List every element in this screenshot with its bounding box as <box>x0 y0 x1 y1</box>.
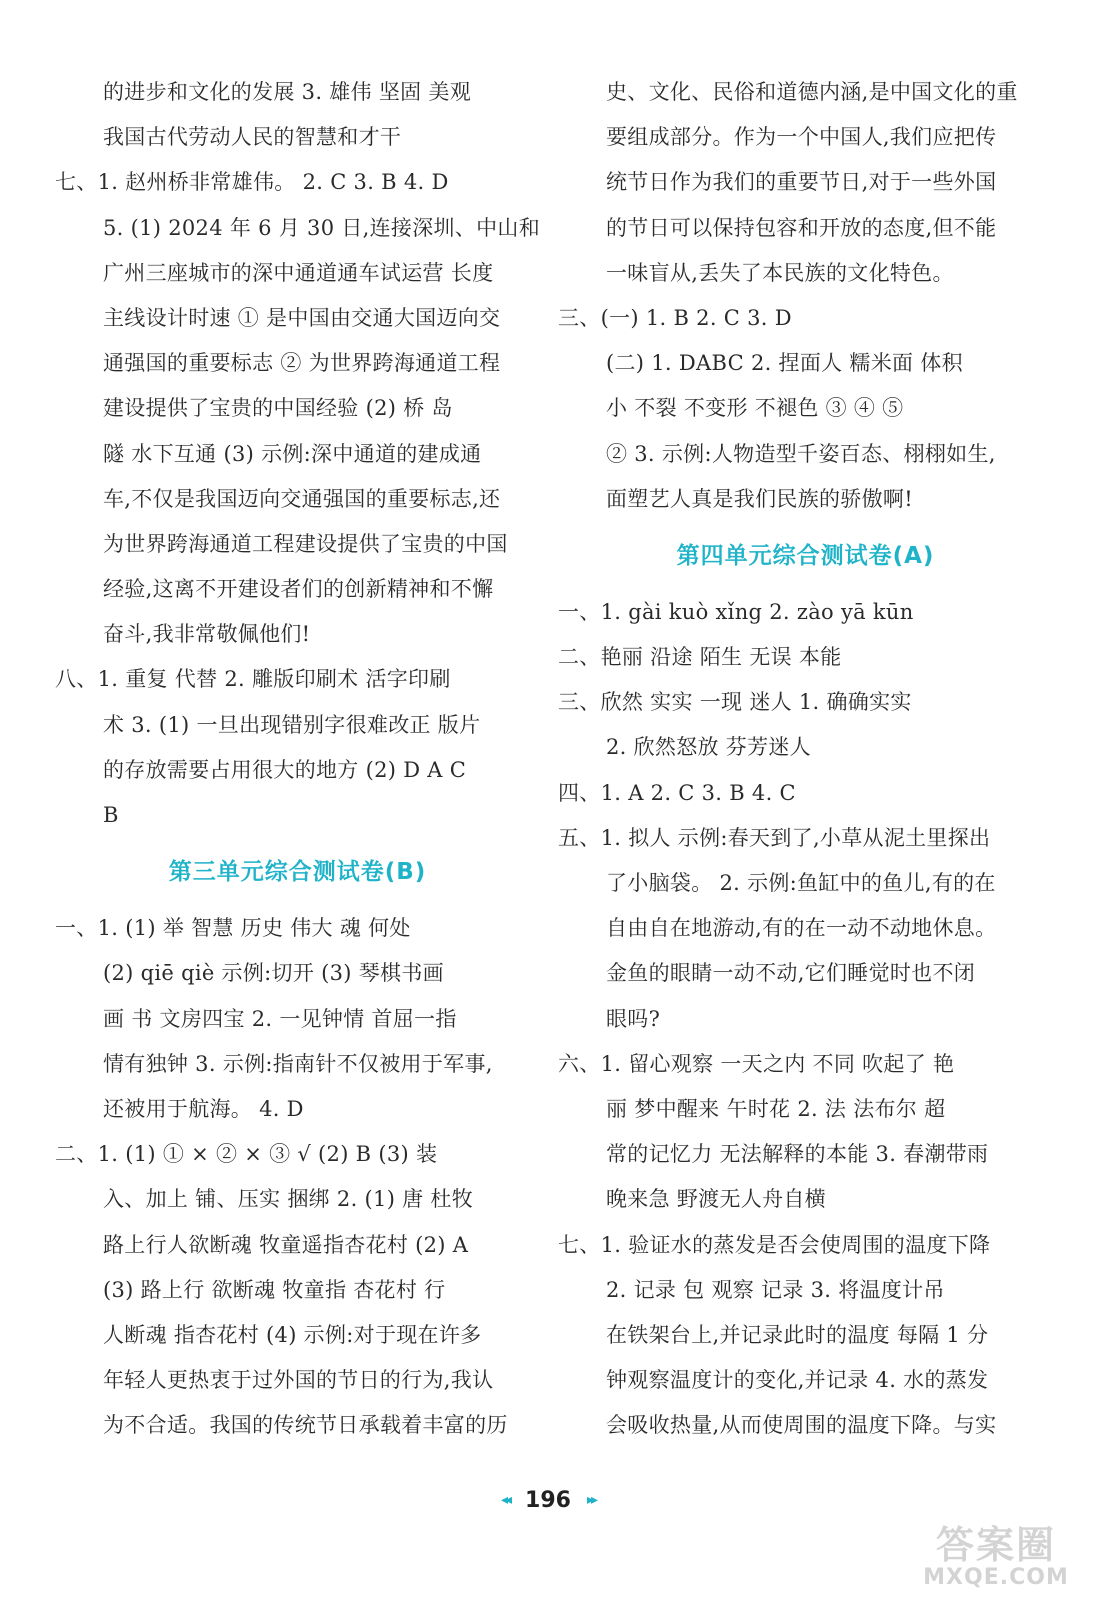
answer-line: 年轻人更热衷于过外国的节日的行为,我认 <box>103 1368 494 1393</box>
right-column <box>558 70 1043 1448</box>
answer-line: 统节日作为我们的重要节日,对于一些外国 <box>606 170 997 195</box>
answer-line: 情有独钟 3. 示例:指南针不仅被用于军事, <box>103 1051 493 1076</box>
next-arrows-icon: ▸▸ <box>586 1492 596 1508</box>
answer-line: 人断魂 指杏花村 (4) 示例:对于现在许多 <box>103 1322 482 1347</box>
answer-line: 五、1. 拟人 示例:春天到了,小草从泥土里探出 <box>558 825 991 850</box>
answer-line: 晚来急 野渡无人舟自横 <box>606 1187 826 1212</box>
answer-line: 会吸收热量,从而使周围的温度下降。与实 <box>606 1413 997 1438</box>
answer-line: 自由自在地游动,有的在一动不动地休息。 <box>606 916 997 941</box>
answer-line: 一、1. gài kuò xǐng 2. zào yā kūn <box>558 599 914 624</box>
answer-line: 经验,这离不开建设者们的创新精神和不懈 <box>103 577 494 602</box>
answer-line: 三、(一) 1. B 2. C 3. D <box>558 305 792 330</box>
answer-line: 金鱼的眼睛一动不动,它们睡觉时也不闭 <box>606 961 976 986</box>
answer-line: (2) qiē qiè 示例:切开 (3) 琴棋书画 <box>103 961 444 986</box>
answer-line: 八、1. 重复 代替 2. 雕版印刷术 活字印刷 <box>55 667 451 692</box>
answer-line: 为世界跨海通道工程建设提供了宝贵的中国 <box>103 531 508 556</box>
watermark-bottom: MXQE.COM <box>923 1565 1069 1590</box>
answer-line: 七、1. 验证水的蒸发是否会使周围的温度下降 <box>558 1232 991 1257</box>
answer-line: 二、1. (1) ① × ② × ③ √ (2) B (3) 装 <box>55 1142 438 1167</box>
section-heading: 第四单元综合测试卷(A) <box>676 542 935 569</box>
answer-line: 建设提供了宝贵的中国经验 (2) 桥 岛 <box>103 396 453 421</box>
answer-line: 车,不仅是我国迈向交通强国的重要标志,还 <box>103 486 501 511</box>
page-number: 196 <box>525 1487 571 1513</box>
answer-line: 主线设计时速 ① 是中国由交通大国迈向交 <box>103 305 501 330</box>
answer-line: 六、1. 留心观察 一天之内 不同 吹起了 艳 <box>558 1051 955 1076</box>
section-heading: 第三单元综合测试卷(B) <box>168 859 427 886</box>
answer-line: 为不合适。我国的传统节日承载着丰富的历 <box>103 1413 508 1438</box>
answer-line: 还被用于航海。 4. D <box>103 1096 304 1121</box>
answer-line: 的进步和文化的发展 3. 雄伟 坚固 美观 <box>103 80 472 104</box>
answer-line: 一味盲从,丢失了本民族的文化特色。 <box>606 260 954 285</box>
answer-line: 在铁架台上,并记录此时的温度 每隔 1 分 <box>606 1322 989 1347</box>
answer-line: 四、1. A 2. C 3. B 4. C <box>558 780 796 805</box>
answer-line: 一、1. (1) 举 智慧 历史 伟大 魂 何处 <box>55 916 411 941</box>
answer-line: 丽 梦中醒来 午时花 2. 法 法布尔 超 <box>606 1096 946 1121</box>
answer-line: 要组成部分。作为一个中国人,我们应把传 <box>606 125 997 150</box>
answer-line: 史、文化、民俗和道德内涵,是中国文化的重 <box>606 80 1018 104</box>
left-column <box>55 70 540 1448</box>
watermark-top: 答案圈 <box>935 1523 1056 1567</box>
answer-line: 钟观察温度计的变化,并记录 4. 水的蒸发 <box>606 1368 989 1393</box>
watermark-logo <box>916 1514 1076 1592</box>
answer-line: 常的记忆力 无法解释的本能 3. 春潮带雨 <box>606 1142 989 1167</box>
answer-line: 七、1. 赵州桥非常雄伟。 2. C 3. B 4. D <box>55 170 449 195</box>
answer-line: 画 书 文房四宝 2. 一见钟情 首屈一指 <box>103 1006 457 1031</box>
answer-line: 二、艳丽 沿途 陌生 无误 本能 <box>558 645 842 670</box>
answer-line: 三、欣然 实实 一现 迷人 1. 确确实实 <box>558 690 912 715</box>
answer-line: 面塑艺人真是我们民族的骄傲啊! <box>606 486 913 511</box>
answer-line: 2. 记录 包 观察 记录 3. 将温度计吊 <box>606 1277 945 1302</box>
answer-line: 的存放需要占用很大的地方 (2) D A C <box>103 757 467 782</box>
answer-line: B <box>103 803 119 827</box>
answer-line: (二) 1. DABC 2. 捏面人 糯米面 体积 <box>606 351 963 376</box>
answer-line: 了小脑袋。 2. 示例:鱼缸中的鱼儿,有的在 <box>606 871 996 895</box>
answer-line: 的节日可以保持包容和开放的态度,但不能 <box>606 215 997 240</box>
answer-line: 小 不裂 不变形 不褪色 ③ ④ ⑤ <box>606 396 904 421</box>
answer-line: 2. 欣然怒放 芬芳迷人 <box>606 735 811 760</box>
answer-line: ② 3. 示例:人物造型千姿百态、栩栩如生, <box>606 441 996 466</box>
answer-line: 路上行人欲断魂 牧童遥指杏花村 (2) A <box>103 1232 469 1257</box>
prev-arrows-icon: ◂◂ <box>500 1492 510 1508</box>
answer-line: 我国古代劳动人民的智慧和才干 <box>103 125 402 150</box>
answer-line: 入、加上 铺、压实 捆绑 2. (1) 唐 杜牧 <box>103 1187 474 1212</box>
answer-line: 眼吗? <box>606 1006 661 1031</box>
answer-line: 通强国的重要标志 ② 为世界跨海通道工程 <box>103 351 501 376</box>
answer-line: 广州三座城市的深中通道通车试运营 长度 <box>103 260 494 285</box>
answer-line: 隧 水下互通 (3) 示例:深中通道的建成通 <box>103 441 482 466</box>
answer-line: (3) 路上行 欲断魂 牧童指 杏花村 行 <box>103 1277 446 1302</box>
answer-line: 5. (1) 2024 年 6 月 30 日,连接深圳、中山和 <box>103 215 540 240</box>
answer-line: 术 3. (1) 一旦出现错别字很难改正 版片 <box>103 712 481 737</box>
answer-line: 奋斗,我非常敬佩他们! <box>103 622 311 647</box>
